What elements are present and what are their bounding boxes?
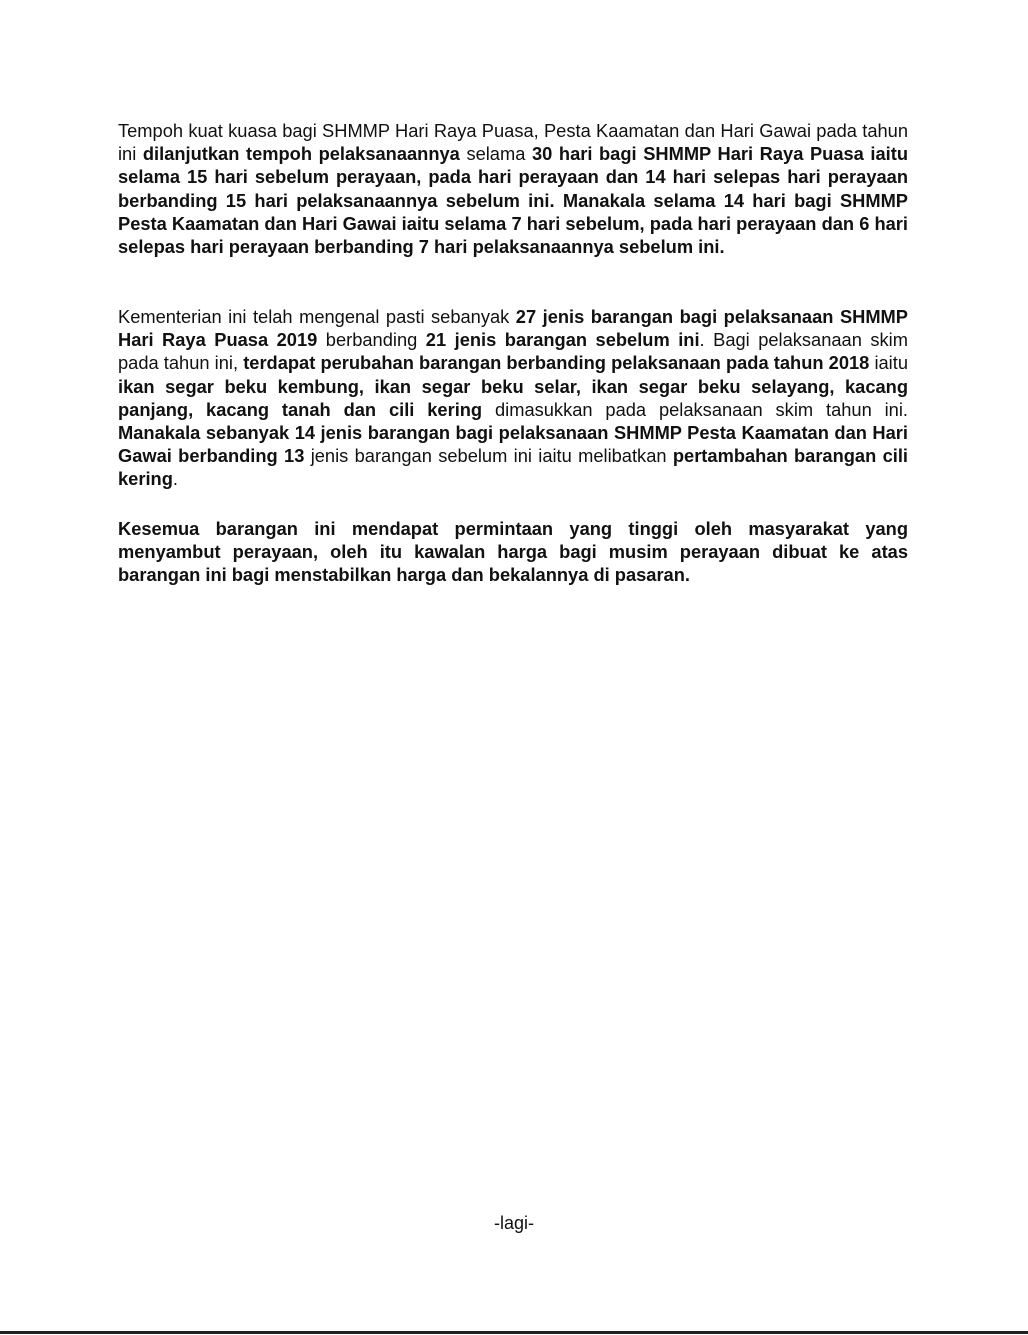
bold-text-segment: 21 jenis barangan sebelum ini (425, 329, 700, 351)
paragraph-1 (118, 119, 908, 258)
bold-text-segment: pertambahan barangan cili kering (118, 445, 908, 490)
bold-text-segment: dilanjutkan tempoh pelaksanaannya (142, 143, 460, 165)
bold-text-segment: terdapat perubahan barangan berbanding pelaksanaan pada tahun 2018 (243, 352, 870, 374)
bottom-rule (0, 1331, 1028, 1334)
continuation-marker: -lagi- (493, 1213, 534, 1233)
paragraph-3 (118, 517, 908, 587)
text-segment: selama (459, 143, 532, 165)
text-segment: Kementerian ini telah mengenal pasti sebanyak (118, 306, 516, 327)
text-segment: jenis barangan sebelum ini iaitu melibatkan (304, 445, 673, 467)
text-segment: iaitu (869, 352, 908, 374)
bold-text-segment: 27 jenis barangan bagi pelaksanaan SHMMP Hari Raya Puasa 2019 (118, 306, 908, 351)
bold-text-segment: Kesemua barangan ini mendapat permintaan yang tinggi oleh masyarakat yang menyambut perayaan, oleh itu kawalan harga bagi musim perayaan dibuat ke atas barangan ini bagi menstabilkan harga dan bekalannya di pasaran. (118, 518, 908, 586)
text-segment: Tempoh kuat kuasa bagi SHMMP Hari Raya Puasa, Pesta Kaamatan dan Hari Gawai pada tahun ini (118, 120, 908, 165)
bold-text-segment: Manakala sebanyak 14 jenis barangan bagi pelaksanaan SHMMP Pesta Kaamatan dan Hari Gawai berbanding 13 (118, 422, 908, 467)
text-segment: . (172, 468, 178, 490)
bold-text-segment: 30 hari bagi SHMMP Hari Raya Puasa iaitu selama 15 hari sebelum perayaan, pada hari perayaan dan 14 hari selepas hari perayaan berbanding 15 hari pelaksanaannya sebelum ini. Manakala selama 14 hari bagi SHMMP Pesta Kaamatan dan Hari Gawai iaitu selama 7 hari sebelum, pada hari perayaan dan 6 hari selepas hari perayaan berbanding 7 hari pelaksanaannya sebelum ini. (118, 143, 908, 258)
text-segment: berbanding (317, 329, 426, 351)
bold-text-segment: ikan segar beku kembung, ikan segar beku selar, ikan segar beku selayang, kacang panjang, kacang tanah dan cili kering (118, 375, 908, 420)
paragraph-2 (118, 305, 908, 491)
text-segment: . Bagi pelaksanaan skim pada tahun ini, (118, 329, 908, 374)
text-segment: dimasukkan pada pelaksanaan skim tahun ini. (482, 398, 908, 420)
